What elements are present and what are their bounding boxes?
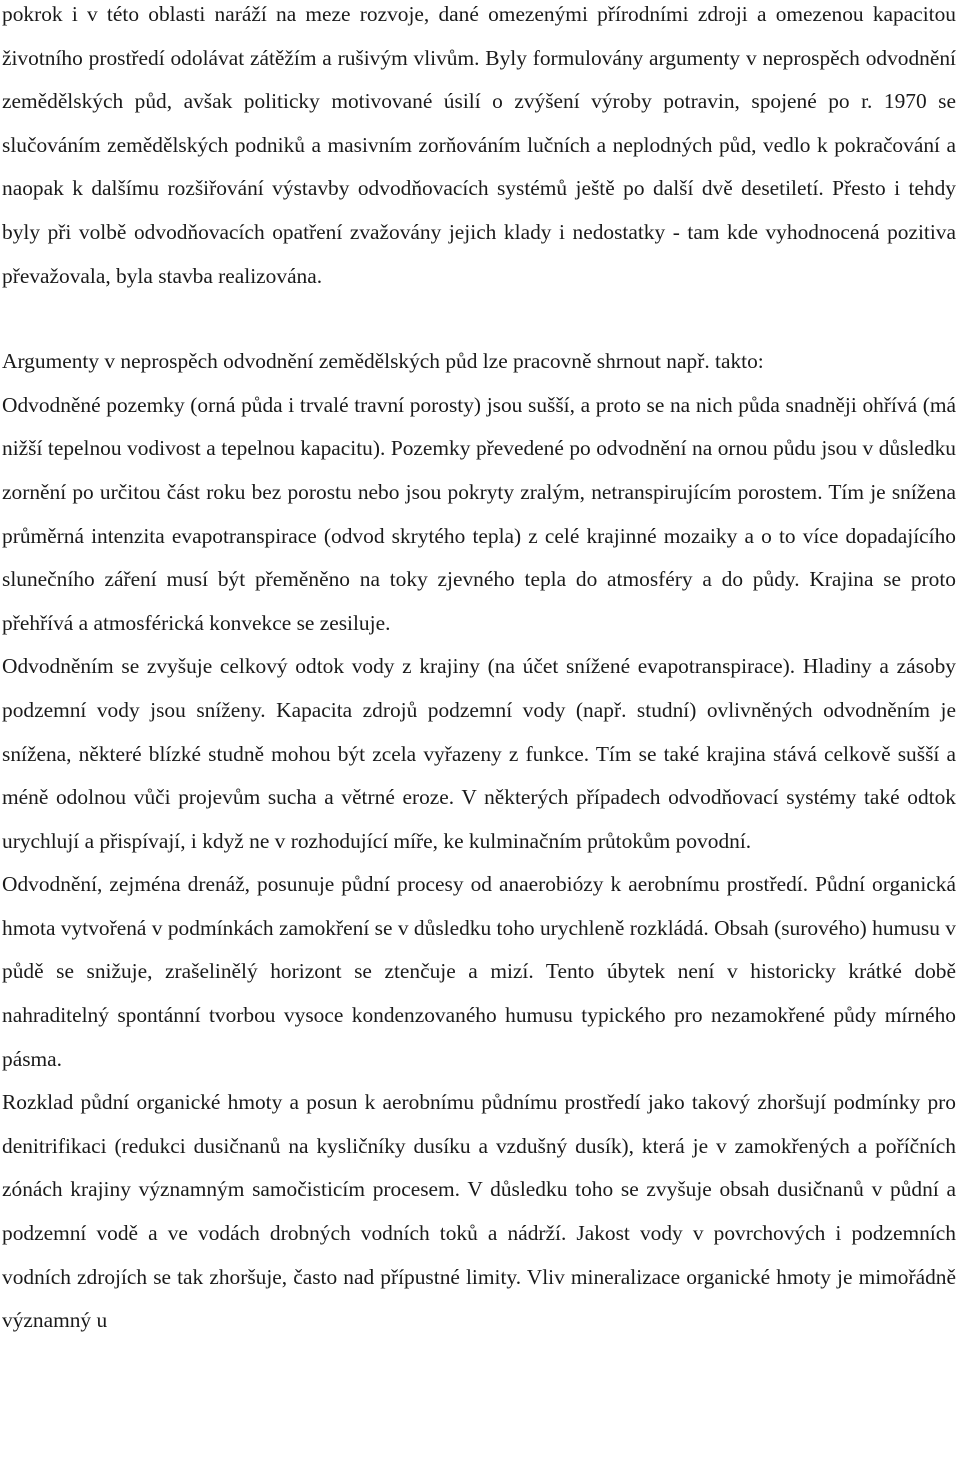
paragraph-arguments-intro: Argumenty v neprospěch odvodnění zemědělských půd lze pracovně shrnout např. takto: [2, 349, 764, 374]
paragraph-spacer [2, 298, 956, 340]
paragraph-runoff: Odvodněním se zvyšuje celkový odtok vody z krajiny (na účet snížené evapotranspirace). Hladiny a zásoby podzemní vody jsou sníženy. Kapacita zdrojů podzemní vody (např. studní) ovlivněných odvodněním je snížena, některé blízké studně mohou být zcela vyřazeny z funkce. Tím se také krajina stává celkově sušší a méně odolnou vůči projevům sucha a větrné eroze. V některých případech odvodňovací systémy také odtok urychlují a přispívají, i když ne v rozhodující míře, ke kulminačním průtokům povodní. [2, 654, 956, 853]
paragraph-drainage-history: pokrok i v této oblasti naráží na meze rozvoje, dané omezenými přírodními zdroji a omezenou kapacitou životního prostředí odolávat zátěžím a rušivým vlivům. Byly formulovány argumenty v neprospěch odvodnění zemědělských půd, avšak politicky motivované úsilí o zvýšení výroby potravin, spojené po r. 1970 se slučováním zemědělských podniků a masivním zorňováním lučních a neplodných půd, vedlo k pokračování a naopak k dalšímu rozšiřování výstavby odvodňovacích systémů ještě po další dvě desetiletí. Přesto i tehdy byly při volbě odvodňovacích opatření zvažovány jejich klady i nedostatky - tam kde vyhodnocená pozitiva převažovala, byla stavba realizována. [2, 2, 956, 288]
paragraph-denitrification: Rozklad půdní organické hmoty a posun k aerobnímu půdnímu prostředí jako takový zhoršují podmínky pro denitrifikaci (redukci dusičnanů na kysličníky dusíku a vzdušný dusík), která je v zamokřených a poříčních zónách krajiny významným samočisticím procesem. V důsledku toho se zvyšuje obsah dusičnanů v půdní a podzemní vodě a ve vodách drobných vodních toků a nádrží. Jakost vody v povrchových i podzemních vodních zdrojích se tak zhoršuje, často nad přípustné limity. Vliv mineralizace organické hmoty je mimořádně významný u [2, 1090, 956, 1333]
paragraph-heating: Odvodněné pozemky (orná půda i trvalé travní porosty) jsou sušší, a proto se na nich půda snadněji ohřívá (má nižší tepelnou vodivost a tepelnou kapacitu). Pozemky převedené po odvodnění na ornou půdu jsou v důsledku zornění po určitou část roku bez porostu nebo jsou pokryty zralým, netranspirujícím porostem. Tím je snížena průměrná intenzita evapotranspirace (odvod skrytého tepla) z celé krajinné mozaiky a o to více dopadajícího slunečního záření musí být přeměněno na toky zjevného tepla do atmosféry a do půdy. Krajina se proto přehřívá a atmosférická konvekce se zesiluje. [2, 392, 956, 635]
paragraph-organic-matter: Odvodnění, zejména drenáž, posunuje půdní procesy od anaerobiózy k aerobnímu prostředí. Půdní organická hmota vytvořená v podmínkách zamokření se v důsledku toho urychleně rozkládá. Obsah (surového) humusu v půdě se snižuje, zrašelinělý horizont se ztenčuje a mizí. Tento úbytek není v historicky krátké době nahraditelný spontánní tvorbou vysoce kondenzovaného humusu typického pro nezamokřené půdy mírného pásma. [2, 872, 956, 1071]
